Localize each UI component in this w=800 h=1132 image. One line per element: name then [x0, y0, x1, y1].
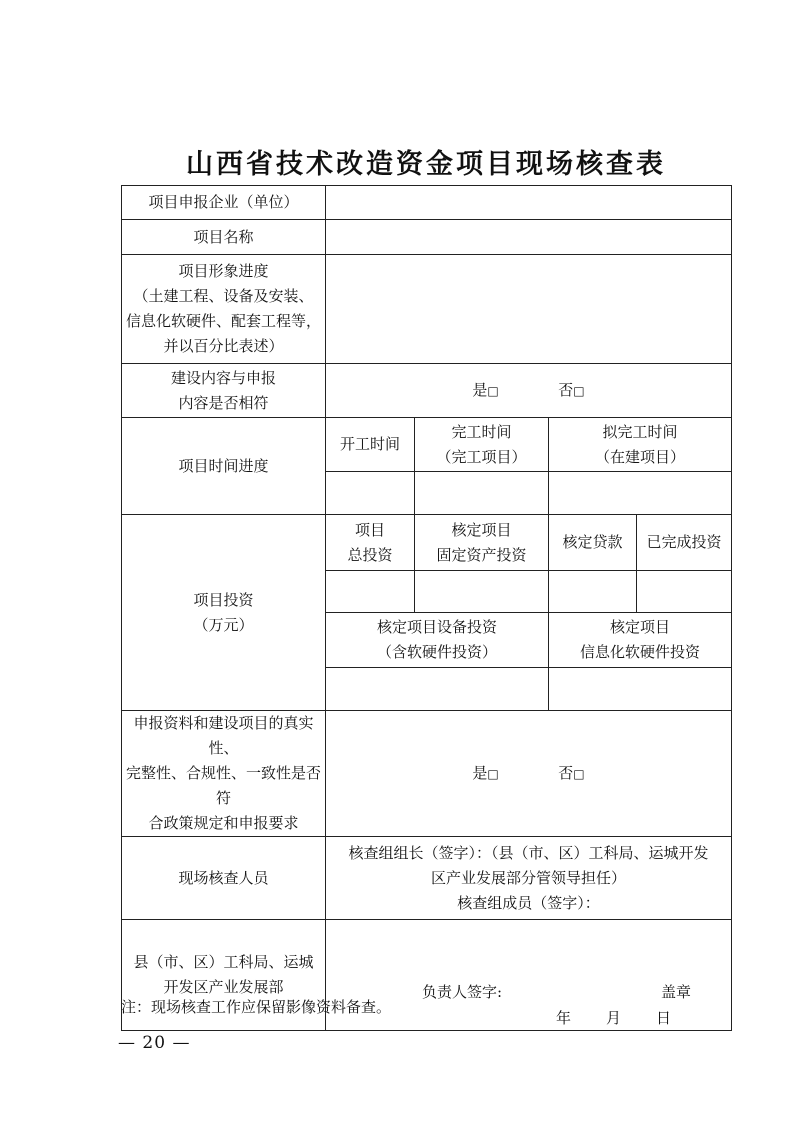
loan-header: 核定贷款: [549, 515, 637, 571]
no-checkbox[interactable]: □: [573, 766, 585, 781]
time-label: 项目时间进度: [122, 418, 326, 515]
progress-label: [122, 255, 326, 364]
fixed-asset-line: 核定项目: [451, 520, 512, 539]
no-label: 否: [558, 380, 574, 399]
planned-time-value[interactable]: [549, 472, 732, 515]
fixed-asset-value[interactable]: [415, 571, 549, 613]
row-time-headers: [122, 418, 732, 472]
complete-time-line: （完工项目）: [436, 447, 527, 466]
signer-label: 负责人签字:: [422, 983, 503, 1001]
start-time-header: 开工时间: [326, 418, 415, 472]
planned-time-line: 拟完工时间: [602, 422, 678, 441]
row-project-name: [122, 220, 732, 255]
no-option[interactable]: [558, 761, 584, 787]
done-invest-value[interactable]: [637, 571, 732, 613]
it-invest-line: 信息化软硬件投资: [579, 643, 700, 661]
invest-label: [122, 515, 326, 711]
complete-time-line: 完工时间: [451, 422, 512, 441]
row-inspectors: [122, 837, 732, 920]
form-title: 山西省技术改造资金项目现场核查表: [186, 149, 666, 180]
no-label: 否: [558, 763, 574, 782]
authenticity-label-line: 申报资料和建设项目的真实性、: [133, 714, 314, 757]
no-option[interactable]: [558, 378, 584, 404]
planned-time-line: （在建项目）: [594, 447, 685, 466]
progress-label-line: 项目形象进度: [178, 262, 269, 280]
department-label-line: 开发区产业发展部: [163, 978, 284, 996]
total-invest-value[interactable]: [326, 571, 415, 613]
it-invest-line: 核定项目: [609, 618, 670, 636]
consistency-label-line: 内容是否相符: [178, 393, 269, 412]
it-invest-value[interactable]: [549, 668, 732, 711]
yes-option[interactable]: [472, 378, 498, 404]
project-name-label: 项目名称: [122, 220, 326, 255]
equipment-invest-line: （含软硬件投资）: [376, 643, 497, 661]
company-value[interactable]: [326, 186, 732, 220]
progress-label-line: 并以百分比表述）: [163, 337, 284, 355]
invest-label-line: （万元）: [193, 615, 254, 634]
inspector-leader-note: 区产业发展部分管领导担任）: [430, 868, 626, 887]
consistency-label: [122, 364, 326, 418]
yes-option[interactable]: [472, 761, 498, 787]
equipment-invest-line: 核定项目设备投资: [376, 618, 497, 636]
row-authenticity: [122, 711, 732, 837]
row-consistency: [122, 364, 732, 418]
inspection-form-table: [121, 185, 732, 1031]
consistency-value: [326, 364, 732, 418]
authenticity-label-line: 完整性、合规性、一致性是否符: [125, 764, 321, 807]
equipment-invest-value[interactable]: [326, 668, 549, 711]
row-progress: [122, 255, 732, 364]
project-name-value[interactable]: [326, 220, 732, 255]
start-time-value[interactable]: [326, 472, 415, 515]
progress-label-line: （土建工程、设备及安装、: [133, 287, 314, 305]
planned-time-header: [549, 418, 732, 472]
footnote: 注：现场核查工作应保留影像资料备查。: [121, 998, 392, 1016]
date-line: [556, 1006, 706, 1031]
yes-checkbox[interactable]: □: [487, 383, 499, 398]
equipment-invest-header: [326, 613, 549, 668]
fixed-asset-header: [415, 515, 549, 571]
complete-time-value[interactable]: [415, 472, 549, 515]
row-company: [122, 186, 732, 220]
consistency-label-line: 建设内容与申报: [170, 368, 276, 387]
progress-value[interactable]: [326, 255, 732, 364]
yes-label: 是: [472, 763, 488, 782]
company-label: 项目申报企业（单位）: [122, 186, 326, 220]
inspector-label: 现场核查人员: [122, 837, 326, 920]
seal-label: 盖章: [661, 983, 692, 1001]
complete-time-header: [415, 418, 549, 472]
page-number: — 20 —: [118, 1033, 191, 1053]
authenticity-value: [326, 711, 732, 837]
inspector-members-line: 核查组成员（签字）：: [457, 893, 600, 912]
authenticity-label-line: 合政策规定和申报要求: [148, 814, 299, 832]
invest-label-line: 项目投资: [193, 590, 254, 609]
total-invest-line: 项目: [354, 520, 385, 539]
inspector-signatures[interactable]: [326, 837, 732, 920]
row-invest-headers: [122, 515, 732, 571]
loan-value[interactable]: [549, 571, 637, 613]
month-label: 月: [606, 1009, 622, 1027]
yes-label: 是: [472, 380, 488, 399]
year-label: 年: [556, 1009, 572, 1027]
no-checkbox[interactable]: □: [573, 383, 585, 398]
done-invest-header: 已完成投资: [637, 515, 732, 571]
total-invest-line: 总投资: [347, 545, 393, 564]
fixed-asset-line: 固定资产投资: [436, 545, 527, 564]
it-invest-header: [549, 613, 732, 668]
inspector-leader-line: 核查组组长（签字）：（县（市、区）工科局、运城开发: [348, 843, 709, 862]
progress-label-line: 信息化软硬件、配套工程等，: [125, 312, 321, 330]
yes-checkbox[interactable]: □: [487, 766, 499, 781]
total-invest-header: [326, 515, 415, 571]
authenticity-label: [122, 711, 326, 837]
department-label-line: 县（市、区）工科局、运城: [133, 953, 314, 971]
day-label: 日: [656, 1009, 672, 1027]
